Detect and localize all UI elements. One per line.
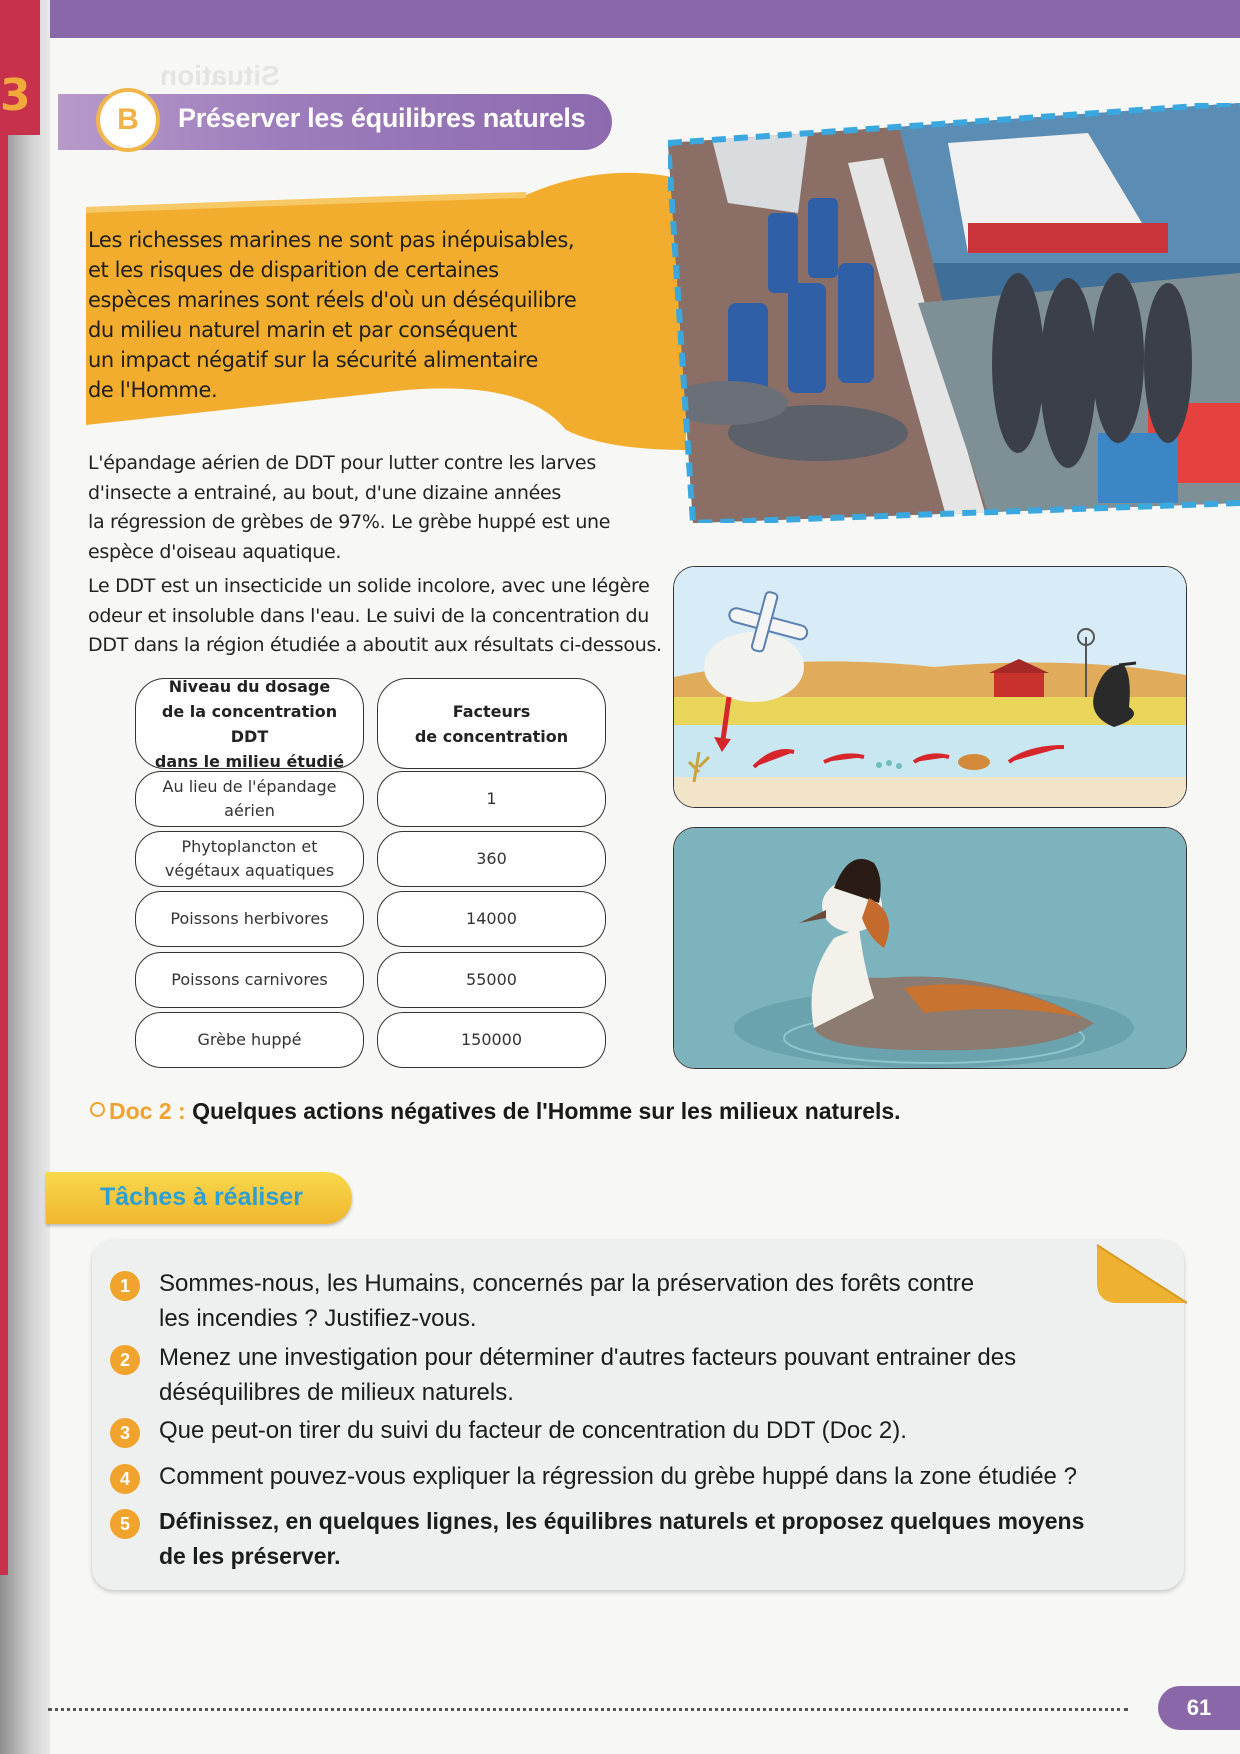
header-line: Niveau du dosage — [168, 676, 331, 696]
chapter-number: 3 — [0, 70, 31, 121]
table-cell-level: Poissons carnivores — [135, 952, 364, 1008]
task-line: Définissez, en quelques lignes, les équilibres naturels et proposez quelques moyens — [159, 1508, 1085, 1534]
intro-line: de l'Homme. — [88, 378, 218, 402]
task-number-badge: 2 — [110, 1345, 140, 1375]
table-header-level — [135, 678, 364, 769]
task-line: Menez une investigation pour déterminer d'autres facteurs pouvant entrainer des — [159, 1344, 1017, 1371]
paragraph-ddt-spraying — [88, 449, 668, 567]
tasks-title: Tâches à réaliser — [100, 1183, 303, 1211]
circle-bullet-icon — [90, 1102, 105, 1117]
paragraph-line: d'insecte a entrainé, au bout, d'une dizaine années — [88, 481, 562, 504]
paragraph-line: espèce d'oiseau aquatique. — [88, 540, 342, 563]
task-line: de les préserver. — [159, 1543, 341, 1569]
cell-line: Phytoplancton et — [181, 837, 318, 856]
header-line: de concentration — [414, 726, 569, 746]
table-cell-level: Poissons herbivores — [135, 891, 364, 947]
table-cell-factor: 55000 — [377, 952, 606, 1008]
section-title: Préserver les équilibres naturels — [178, 103, 586, 133]
top-color-band — [0, 0, 1240, 38]
task-line: Que peut-on tirer du suivi du facteur de concentration du DDT (Doc 2). — [159, 1417, 907, 1444]
header-line: dans le milieu étudié — [154, 751, 345, 771]
header-line: de la concentration DDT — [161, 701, 338, 746]
table-cell-factor: 360 — [377, 831, 606, 887]
table-cell-level — [135, 771, 364, 827]
page-number: 61 — [1158, 1686, 1240, 1730]
chapter-edge-band — [0, 135, 8, 1575]
paragraph-line: L'épandage aérien de DDT pour lutter contre les larves — [88, 452, 596, 474]
task-number-badge: 4 — [110, 1464, 140, 1494]
task-line: Sommes-nous, les Humains, concernés par la préservation des forêts contre — [159, 1270, 975, 1297]
doc-label: Doc 2 : — [109, 1098, 186, 1124]
show-through-text: Situation — [160, 60, 280, 91]
task-number-badge: 5 — [110, 1509, 140, 1539]
paragraph-line: odeur et insoluble dans l'eau. Le suivi de la concentration du — [88, 604, 649, 627]
intro-line: espèces marines sont réels d'où un déséquilibre — [88, 288, 577, 312]
intro-line: du milieu naturel marin et par conséquent — [88, 318, 517, 342]
great-crested-grebe-photo — [673, 827, 1187, 1069]
tuna-fishing-boat-photo — [668, 103, 1240, 523]
table-cell-factor: 150000 — [377, 1012, 606, 1068]
table-header-factor — [377, 678, 606, 769]
task-item — [110, 1266, 1180, 1336]
intro-line: Les richesses marines ne sont pas inépuisables, — [88, 228, 575, 252]
task-line: déséquilibres de milieux naturels. — [159, 1379, 514, 1406]
cell-line: aérien — [224, 801, 275, 820]
task-item — [110, 1459, 1180, 1494]
table-cell-level — [135, 831, 364, 887]
table-cell-factor: 1 — [377, 771, 606, 827]
ddt-food-chain-illustration — [673, 566, 1187, 808]
doc-caption — [90, 1098, 901, 1125]
section-letter-badge: B — [96, 88, 160, 152]
intro-line: et les risques de disparition de certaines — [88, 258, 499, 282]
task-number-badge: 1 — [110, 1271, 140, 1301]
intro-line: un impact négatif sur la sécurité alimentaire — [88, 348, 539, 372]
header-line: Facteurs — [452, 701, 531, 721]
cell-line: végétaux aquatiques — [164, 861, 335, 880]
task-item — [110, 1413, 1180, 1448]
cell-line: Au lieu de l'épandage — [162, 777, 337, 796]
footer-dotted-rule — [48, 1708, 1128, 1711]
table-cell-level: Grèbe huppé — [135, 1012, 364, 1068]
task-number-badge: 3 — [110, 1418, 140, 1448]
doc-title: Quelques actions négatives de l'Homme sur les milieux naturels. — [192, 1098, 901, 1124]
intro-text — [88, 225, 608, 405]
paragraph-line: la régression de grèbes de 97%. Le grèbe huppé est une — [88, 511, 611, 533]
task-line: les incendies ? Justifiez-vous. — [159, 1305, 477, 1332]
task-item — [110, 1504, 1180, 1574]
paragraph-ddt-description — [88, 572, 688, 661]
paragraph-line: DDT dans la région étudiée a aboutit aux résultats ci-dessous. — [88, 634, 662, 656]
paragraph-line: Le DDT est un insecticide un solide incolore, avec une légère — [88, 575, 650, 597]
table-cell-factor: 14000 — [377, 891, 606, 947]
task-line: Comment pouvez-vous expliquer la régression du grèbe huppé dans la zone étudiée ? — [159, 1463, 1077, 1490]
task-item — [110, 1340, 1180, 1410]
